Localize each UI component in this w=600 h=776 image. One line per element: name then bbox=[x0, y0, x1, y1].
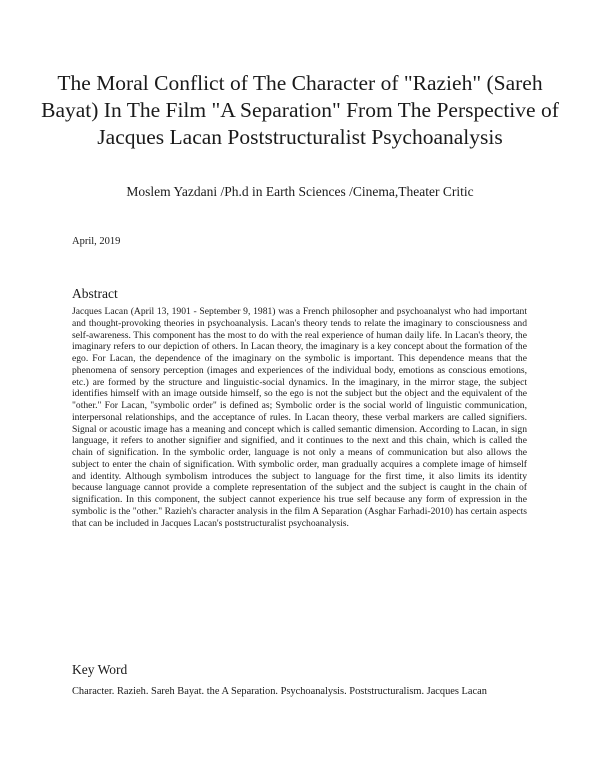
author-line: Moslem Yazdani /Ph.d in Earth Sciences /Cinema,Theater Critic bbox=[126, 184, 474, 199]
keywords-text: Character. Razieh. Sareh Bayat. the A Separation. Psychoanalysis. Poststructuralism. Jacques Lacan bbox=[72, 686, 487, 697]
abstract-heading: Abstract bbox=[72, 286, 118, 301]
keywords-heading: Key Word bbox=[72, 662, 128, 677]
publication-date: April, 2019 bbox=[72, 236, 121, 247]
abstract-text: Jacques Lacan (April 13, 1901 - September 9, 1981) was a French philosopher and psychoanalyst who had important and thought-provoking theories in psychoanalysis. Lacan's theory tends to relate the imaginary to consciousness and self-awareness. This component has the most to do with the real experience of human daily life. In Lacan's theory, the imaginary refers to our depiction of others. In Lacan theory, the imaginary is a key concept about the formation of the ego. For Lacan, the dependence of the imaginary on the symbolic is important. This dependence means that the phenomena of sensory perception (images and experiences of the individual body, emotions as conscious emotions, etc.) are formed by the structure and linguistic-social dynamics. In the imaginary, in the mirror stage, the subject identifies himself with an image outside himself, so the ego is not the subject but the object and the equivalent of the "other." For Lacan, "symbolic order" is defined as; Symbolic order is the social world of linguistic communication, interpersonal relationships, and the acceptance of rules. In Lacan theory, these verbal markers are called signifiers. Signal or acoustic image has a meaning and concept which is called semantic dimension. According to Lacan, in sign language, it refers to another signifier and signified, and it continues to the next and this chain, which is called the chain of signification. In the symbolic order, language is not only a means of communication but also allows the subject to enter the chain of signification. With symbolic order, man gradually acquires a complete image of himself and identity. Although symbolism introduces the subject to language for the first time, it also limits its identity because language cannot provide a complete representation of the subject and the subject is caught in the chain of signification. In this component, the subject cannot experience his true self because any form of expression in the symbolic is the "other." Razieh's character analysis in the film A Separation (Asghar Farhadi-2010) has certain aspects that can be included in Jacques Lacan's poststructuralist psychoanalysis. bbox=[72, 306, 527, 529]
paper-title: The Moral Conflict of The Character of "Razieh" (Sareh Bayat) In The Film "A Separation" From The Perspective of Jacques Lacan Poststructuralist Psychoanalysis bbox=[41, 71, 559, 149]
